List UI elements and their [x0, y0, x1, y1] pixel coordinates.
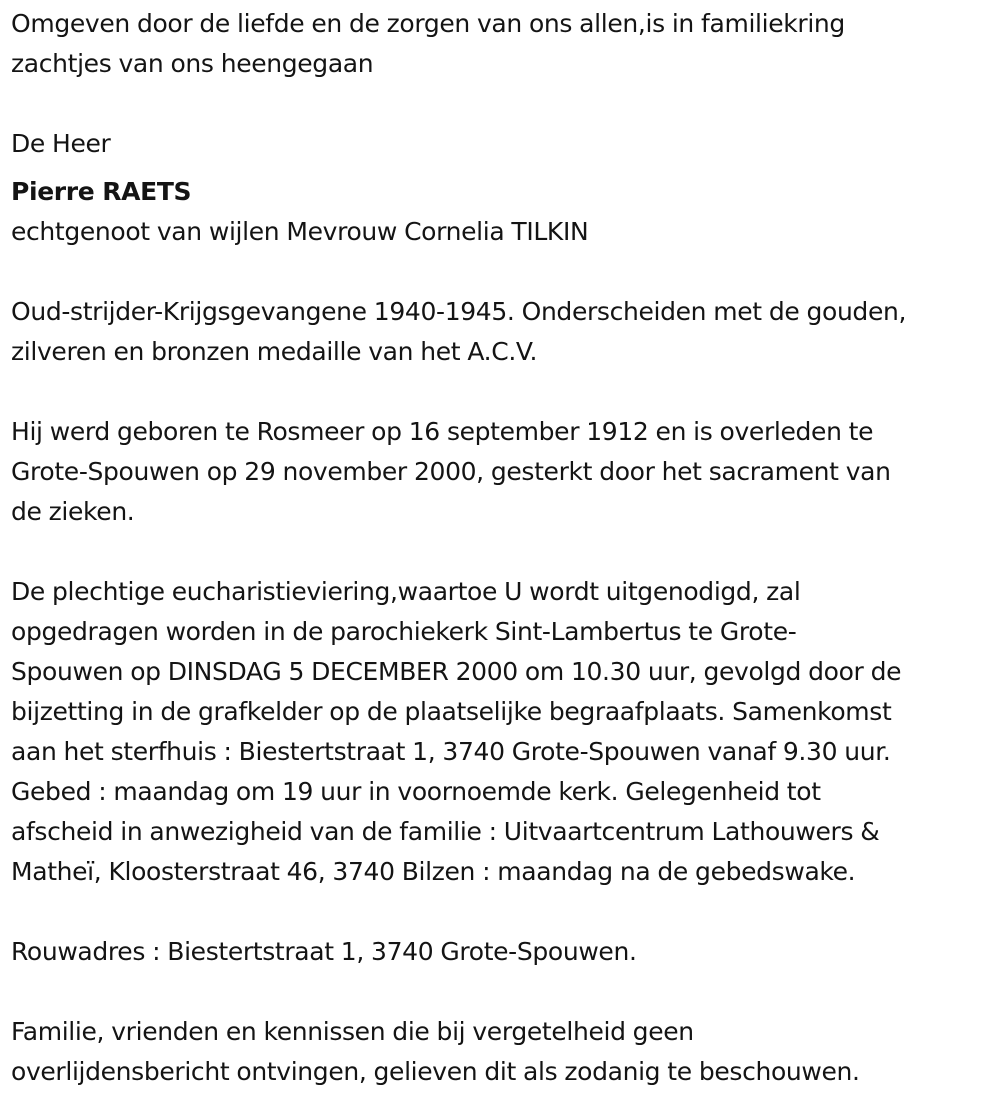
paragraph-spacer	[11, 532, 996, 572]
birth-death-line: Grote-Spouwen op 29 november 2000, gesterkt door het sacrament van	[11, 457, 891, 486]
ceremony-line: Gebed : maandag om 19 uur in voornoemde kerk. Gelegenheid tot	[11, 777, 821, 806]
birth-death-paragraph	[11, 412, 996, 532]
honorific-title: De Heer	[11, 129, 111, 158]
mourning-address: Rouwadres : Biestertstraat 1, 3740 Grote-Spouwen.	[11, 937, 637, 966]
veteran-line: zilveren en bronzen medaille van het A.C.V.	[11, 337, 538, 366]
deceased-name: Pierre RAETS	[11, 177, 192, 206]
intro-paragraph	[11, 4, 996, 84]
paragraph-spacer	[11, 372, 996, 412]
veteran-line: Oud-strijder-Krijgsgevangene 1940-1945. Onderscheiden met de gouden,	[11, 297, 907, 326]
birth-death-line: de zieken.	[11, 497, 135, 526]
spouse-line: echtgenoot van wijlen Mevrouw Cornelia TILKIN	[11, 217, 589, 246]
paragraph-spacer	[11, 892, 996, 932]
ceremony-line: bijzetting in de grafkelder op de plaatselijke begraafplaats. Samenkomst	[11, 697, 892, 726]
paragraph-spacer	[11, 252, 996, 292]
paragraph-spacer	[11, 84, 996, 124]
intro-line: Omgeven door de liefde en de zorgen van ons allen,is in familiekring	[11, 9, 845, 38]
obituary-notice	[11, 4, 996, 1092]
closing-paragraph	[11, 1012, 996, 1092]
ceremony-paragraph	[11, 572, 996, 892]
closing-line: Familie, vrienden en kennissen die bij vergetelheid geen	[11, 1017, 694, 1046]
ceremony-line: Matheï, Kloosterstraat 46, 3740 Bilzen : maandag na de gebedswake.	[11, 857, 856, 886]
ceremony-line: opgedragen worden in de parochiekerk Sint-Lambertus te Grote-	[11, 617, 797, 646]
ceremony-line: De plechtige eucharistieviering,waartoe U wordt uitgenodigd, zal	[11, 577, 801, 606]
paragraph-spacer	[11, 972, 996, 1012]
birth-death-line: Hij werd geboren te Rosmeer op 16 september 1912 en is overleden te	[11, 417, 874, 446]
veteran-paragraph	[11, 292, 996, 372]
ceremony-line: aan het sterfhuis : Biestertstraat 1, 3740 Grote-Spouwen vanaf 9.30 uur.	[11, 737, 891, 766]
intro-line: zachtjes van ons heengegaan	[11, 49, 374, 78]
ceremony-line: afscheid in anwezigheid van de familie : Uitvaartcentrum Lathouwers &	[11, 817, 880, 846]
closing-line: overlijdensbericht ontvingen, gelieven dit als zodanig te beschouwen.	[11, 1057, 860, 1086]
ceremony-line: Spouwen op DINSDAG 5 DECEMBER 2000 om 10.30 uur, gevolgd door de	[11, 657, 902, 686]
